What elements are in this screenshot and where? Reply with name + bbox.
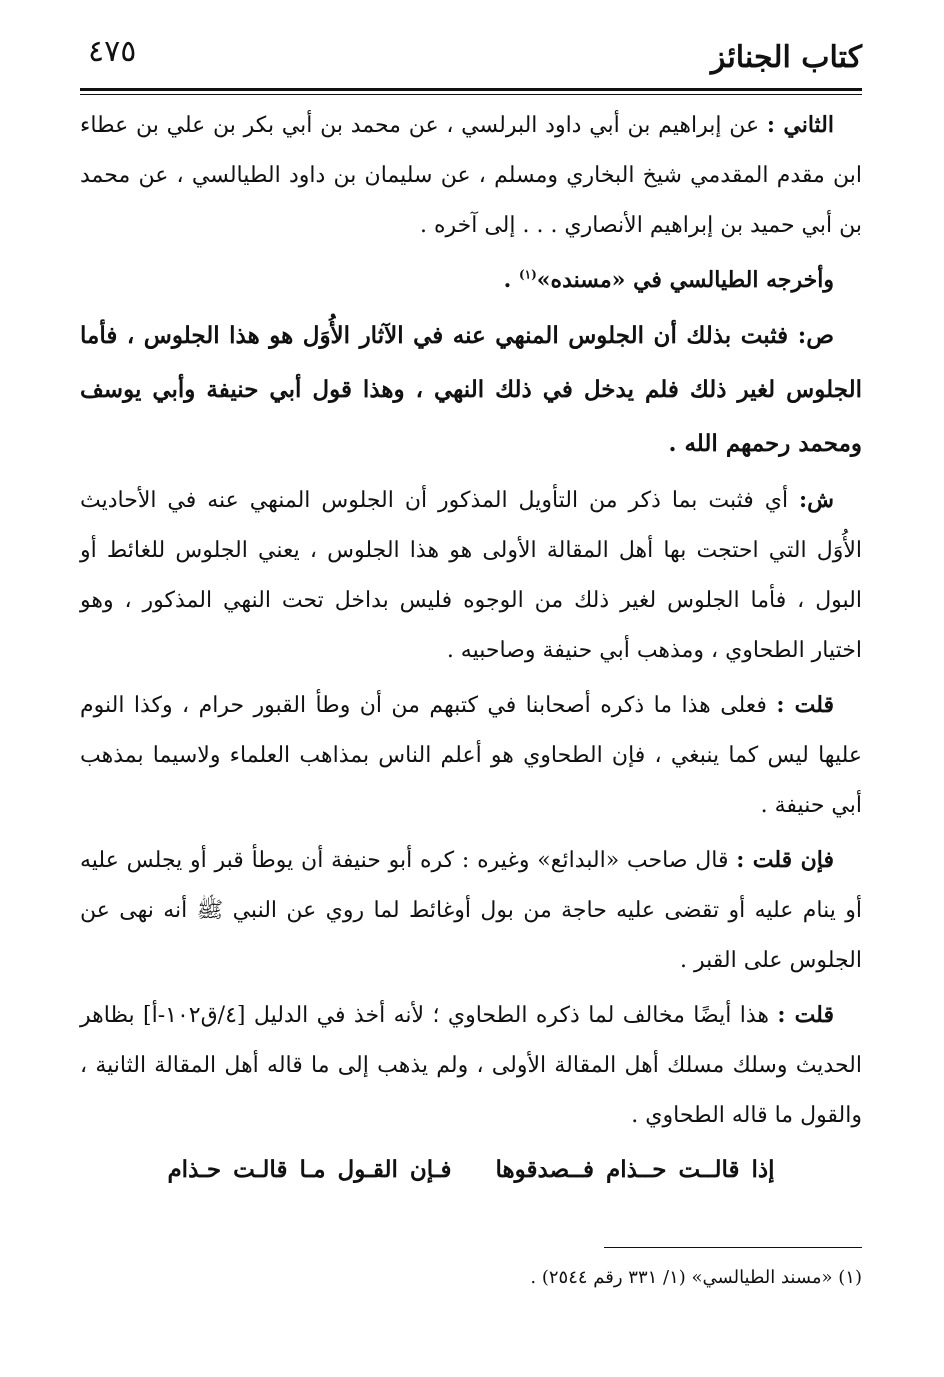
- paragraph-4: [80, 475, 862, 676]
- page-number: ٤٧٥: [88, 34, 137, 69]
- paragraph-text: قال صاحب «البدائع» وغيره : كره أبو حنيفة أن يوطأ قبر أو يجلس عليه أو ينام عليه أو تقضى عليه حاجة من بول أوغائط لما روي عن النبي ﷺ أنه نهى عن الجلوس على القبر .: [80, 848, 862, 973]
- paragraph-5: [80, 680, 862, 831]
- paragraph-text: عن إبراهيم بن أبي داود البرلسي ، عن محمد بن أبي بكر بن علي بن عطاء ابن مقدم المقدمي شيخ البخاري ومسلم ، عن سليمان بن داود الطيالسي ، عن محمد بن أبي حميد بن إبراهيم الأنصاري . . . إلى آخره .: [80, 113, 862, 238]
- chapter-title: كتاب الجنائز: [710, 40, 862, 75]
- paragraph-6: [80, 835, 862, 986]
- paragraph-label: ص:: [797, 322, 834, 349]
- paragraph-7: [80, 990, 862, 1141]
- paragraph-label: ش:: [799, 487, 834, 513]
- paragraph-end: .: [503, 267, 519, 293]
- poetry-verse: [80, 1145, 862, 1195]
- paragraph-label: فإن قلت :: [736, 847, 834, 873]
- page-body: [80, 100, 862, 1195]
- paragraph-2: [80, 255, 862, 305]
- paragraph-text: وأخرجه الطيالسي في «مسنده»: [536, 267, 834, 293]
- paragraph-text: فعلى هذا ما ذكره أصحابنا في كتبهم من أن وطأ القبور حرام ، وكذا النوم عليها ليس كما ينبغي ، فإن الطحاوي هو أعلم الناس بمذاهب العلماء ولاسيما بمذهب أبي حنيفة .: [80, 693, 862, 818]
- paragraph-label: قلت :: [776, 692, 834, 718]
- paragraph-text: أي فثبت بما ذكر من التأويل المذكور أن الجلوس المنهي عنه في الأحاديث الأُوَل التي احتجت بها أهل المقالة الأولى هو هذا الجلوس ، يعني الجلوس للغائط أو البول ، فأما الجلوس لغير ذلك من الوجوه فليس بداخل تحت النهي المذكور ، وهو اختيار الطحاوي ، ومذهب أبي حنيفة وصاحبيه .: [80, 488, 862, 663]
- verse-hemistich-2: فـإن القـول مـا قالـت حـذام: [167, 1156, 452, 1183]
- paragraph-label: الثاني :: [766, 112, 835, 138]
- paragraph-text: فثبت بذلك أن الجلوس المنهي عنه في الآثار الأُوَل هو هذا الجلوس ، فأما الجلوس لغير ذلك فلم يدخل في ذلك النهي ، وهذا قول أبي حنيفة وأبي يوسف ومحمد رحمهم الله .: [80, 322, 862, 457]
- verse-hemistich-1: إذا قالــت حــذام فــصدقوها: [495, 1156, 775, 1183]
- header-rule-thin: [80, 94, 862, 95]
- paragraph-1: [80, 100, 862, 251]
- footnote-reference[interactable]: (١): [518, 267, 537, 282]
- paragraph-text: هذا أيضًا مخالف لما ذكره الطحاوي ؛ لأنه أخذ في الدليل [٤/ق١٠٢-أ] بظاهر الحديث وسلك مسلك أهل المقالة الأولى ، ولم يذهب إلى ما قاله أهل المقالة الثانية ، والقول ما قاله الطحاوي .: [80, 1003, 862, 1128]
- paragraph-label: قلت :: [777, 1002, 834, 1028]
- footnote-separator: [604, 1247, 862, 1248]
- header-rule-thick: [80, 88, 862, 91]
- page-header: [80, 30, 862, 90]
- paragraph-3: [80, 309, 862, 471]
- footnote: (١) «مسند الطيالسي» (١/ ٣٣١ رقم ٢٥٤٤) .: [530, 1267, 862, 1288]
